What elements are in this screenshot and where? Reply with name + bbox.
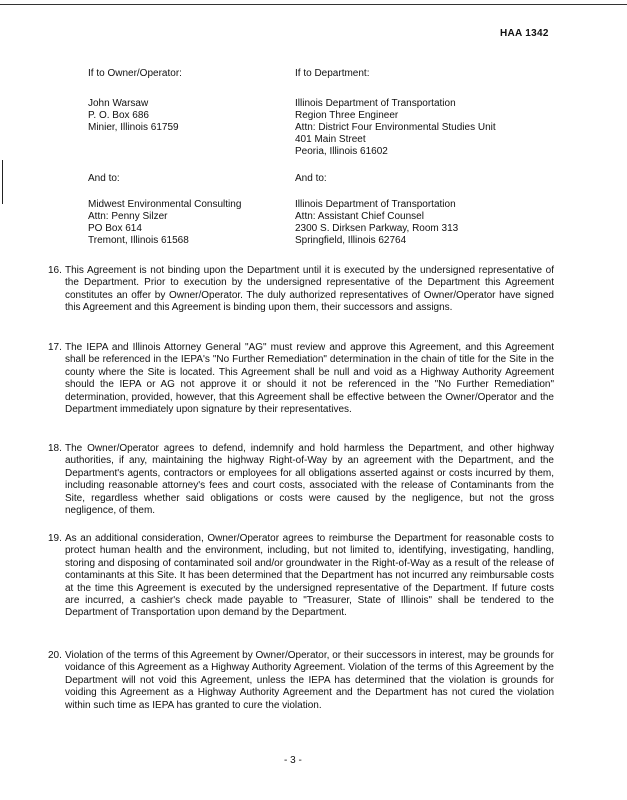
owner-copy-block	[88, 173, 241, 247]
department-line: Illinois Department of Transportation	[295, 98, 456, 109]
department-copy-block	[295, 173, 458, 247]
paragraph-text: The Owner/Operator agrees to defend, indemnify and hold harmless the Department, and other highway authorities, if any, maintaining the highway Right-of-Way by an agreement with the Department, and the Department's agents, contractors or employees for all obligations asserted against or costs incurred by them, including reasonable attorney's fees and court costs, associated with the release of Contaminants from the Site, regardless whether said obligations or costs were caused by the negligence, but not the gross negligence, of them.	[65, 443, 554, 517]
scan-edge-mark	[2, 160, 3, 204]
department-address-block	[295, 68, 496, 158]
department-label: If to Department:	[295, 68, 370, 79]
department-line: Region Three Engineer	[295, 110, 399, 121]
owner-copy-label: And to:	[88, 173, 120, 184]
paragraph-number: 20.	[48, 650, 62, 661]
paragraph-18	[48, 443, 554, 517]
paragraph-number: 18.	[48, 443, 62, 454]
owner-copy-line: Attn: Penny Silzer	[88, 211, 168, 222]
owner-label: If to Owner/Operator:	[88, 68, 182, 79]
department-copy-line: Attn: Assistant Chief Counsel	[295, 211, 424, 222]
paragraph-number: 16.	[48, 265, 62, 276]
paragraph-text: As an additional consideration, Owner/Operator agrees to reimburse the Department for reasonable costs to protect human health and the environment, including, but not limited to, identifying, investigating, handling, storing and disposing of contaminated soil and/or groundwater in the Right-of-Way as a result of the release of contaminants at this Site. It has been determined that the Department has not incurred any reimbursable costs at the time this Agreement is executed by the undersigned representative of the Department. If future costs are incurred, a cashier's check made payable to "Treasurer, State of Illinois" shall be tendered to the Department of Transportation upon demand by the Department.	[65, 533, 554, 619]
paragraph-20	[48, 650, 554, 712]
paragraph-16	[48, 265, 554, 315]
paragraph-text: The IEPA and Illinois Attorney General "AG" must review and approve this Agreement, and this Agreement shall be referenced in the IEPA's "No Further Remediation" determination in the chain of title for the Site in the county where the Site is located. This Agreement shall be null and void as a Highway Authority Agreement should the IEPA or AG not approve it or should it not be referenced in the "No Further Remediation" determination, provided, however, that this Agreement shall be effective between the Owner/Operator and the Department immediately upon signature by their representatives.	[65, 342, 554, 416]
department-copy-line: Springfield, Illinois 62764	[295, 235, 407, 246]
paragraph-17	[48, 342, 554, 416]
owner-copy-line: Midwest Environmental Consulting	[88, 199, 242, 210]
department-copy-line: 2300 S. Dirksen Parkway, Room 313	[295, 223, 459, 234]
paragraph-19	[48, 533, 554, 620]
owner-address-block	[88, 68, 182, 134]
document-id: HAA 1342	[500, 28, 549, 39]
owner-copy-line: PO Box 614	[88, 223, 142, 234]
department-line: Attn: District Four Environmental Studies Unit	[295, 122, 496, 133]
paragraph-text: This Agreement is not binding upon the Department until it is executed by the undersigned representative of the Department. Prior to execution by the undersigned representative of the Department this Agreement constitutes an offer by Owner/Operator. The duly authorized representatives of Owner/Operator have signed this Agreement and this Agreement is binding upon them, their successors and assigns.	[65, 265, 554, 314]
owner-line: Minier, Illinois 61759	[88, 122, 179, 133]
paragraph-number: 17.	[48, 342, 62, 353]
owner-copy-line: Tremont, Illinois 61568	[88, 235, 189, 246]
page-number: - 3 -	[284, 755, 302, 766]
owner-line: John Warsaw	[88, 98, 149, 109]
page-top-rule	[0, 4, 627, 5]
paragraph-text: Violation of the terms of this Agreement by Owner/Operator, or their successors in interest, may be grounds for voidance of this Agreement as a Highway Authority Agreement. Violation of the terms of this Agreement by the Department will not void this Agreement, unless the IEPA has determined that the violation is grounds for voiding this Agreement as a Highway Authority Agreement and the Department has not cured the violation within such time as IEPA has granted to cure the violation.	[65, 650, 554, 711]
paragraph-number: 19.	[48, 533, 62, 544]
department-line: 401 Main Street	[295, 134, 366, 145]
department-line: Peoria, Illinois 61602	[295, 146, 388, 157]
department-copy-label: And to:	[295, 173, 327, 184]
department-copy-line: Illinois Department of Transportation	[295, 199, 456, 210]
owner-line: P. O. Box 686	[88, 110, 149, 121]
